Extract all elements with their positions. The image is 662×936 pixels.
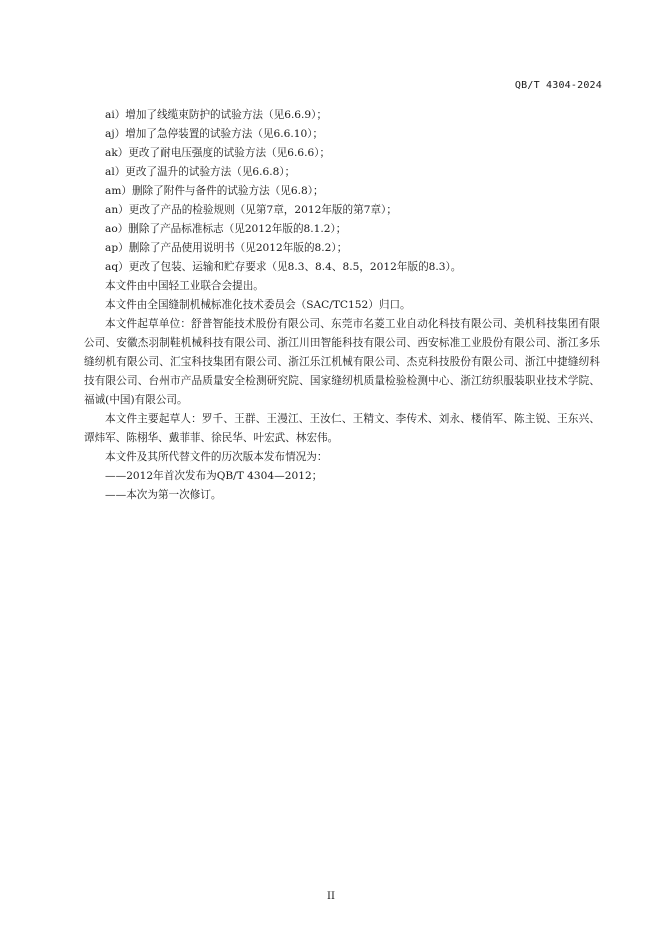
change-item-ao: ao）删除了产品标准标志（见2012年版的8.1.2）； [105,223,347,235]
change-item-aq: aq）更改了包装、运输和贮存要求（见8.3、8.4、8.5，2012年版的8.3）。 [105,261,462,273]
history-intro-paragraph: 本文件及其所代替文件的历次版本发布情况为： [105,451,328,463]
foreword-content [84,106,600,505]
history-list [84,467,600,505]
change-item-am: am）删除了附件与备件的试验方法（见6.8）； [105,185,324,197]
change-list [84,106,600,277]
proposer-paragraph: 本文件由中国轻工业联合会提出。 [105,280,264,292]
change-item-an: an）更改了产品的检验规则（见第7章，2012年版的第7章）； [105,204,397,216]
history-item-2012: ——2012年首次发布为QB/T 4304—2012； [105,470,323,482]
page-number: II [327,891,335,902]
centralizer-paragraph: 本文件由全国缝制机械标准化技术委员会（SAC/TC152）归口。 [105,299,411,311]
change-item-aj: aj）增加了急停装置的试验方法（见6.6.10）； [105,128,324,140]
change-item-al: al）更改了温升的试验方法（见6.6.8）； [105,166,296,178]
drafters-paragraph: 本文件主要起草人：罗千、王群、王漫江、王汝仁、王精文、李传术、刘永、楼俏军、陈主锐、王东兴、谭炜军、陈栩华、戴菲菲、徐民华、叶宏武、林宏伟。 [84,413,600,444]
document-code: QB/T 4304-2024 [514,80,602,91]
change-item-ak: ak）更改了耐电压强度的试验方法（见6.6.6）； [105,147,331,159]
change-item-ai: ai）增加了线缆束防护的试验方法（见6.6.9）； [105,109,328,121]
change-item-ap: ap）删除了产品使用说明书（见2012年版的8.2）； [105,242,348,254]
drafting-units-paragraph: 本文件起草单位：舒普智能技术股份有限公司、东莞市名菱工业自动化科技有限公司、美机科技集团有限公司、安徽杰羽制鞋机械科技有限公司、浙江川田智能科技有限公司、西安标准工业股份有限公司、浙江多乐缝纫机有限公司、汇宝科技集团有限公司、浙江乐江机械有限公司、杰克科技股份有限公司、浙江中捷缝纫科技有限公司、台州市产品质量安全检测研究院、国家缝纫机质量检验检测中心、浙江纺织服装职业技术学院、福诚(中国)有限公司。 [84,318,600,406]
history-item-revision: ——本次为第一次修订。 [105,489,222,501]
